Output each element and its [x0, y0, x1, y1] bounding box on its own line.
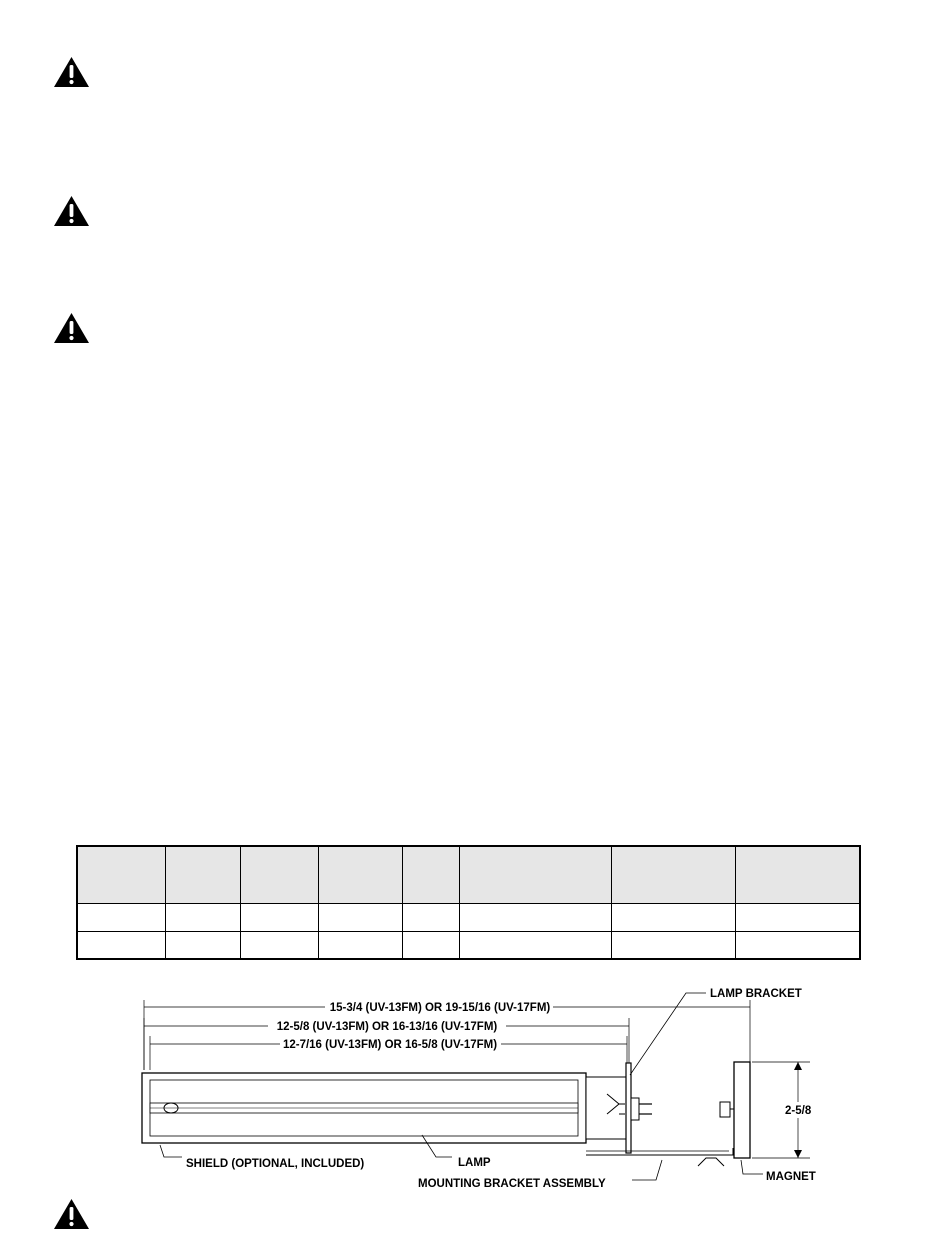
table-cell: [459, 931, 611, 959]
table-header-cell: [402, 846, 459, 903]
table-cell: [611, 903, 735, 931]
table-cell: [611, 931, 735, 959]
dimension-overall-label: 15-3/4 (UV-13FM) OR 19-15/16 (UV-17FM): [329, 1002, 551, 1014]
table-header-row: [77, 846, 860, 903]
mounting-bracket-label: MOUNTING BRACKET ASSEMBLY: [418, 1178, 606, 1190]
spec-table: [76, 845, 861, 960]
table-cell: [402, 931, 459, 959]
table-cell: [165, 931, 240, 959]
magnet-part: [720, 1062, 750, 1158]
warning-triangle-icon: [53, 56, 90, 88]
lamp-assembly-diagram: [120, 980, 840, 1195]
dimension-height-label: 2-5/8: [785, 1105, 812, 1117]
warning-triangle-icon: [53, 1198, 90, 1230]
dimension-shield-label: 12-7/16 (UV-13FM) OR 16-5/8 (UV-17FM): [282, 1039, 498, 1051]
table-cell: [240, 903, 318, 931]
table-header-cell: [240, 846, 318, 903]
table-cell: [402, 903, 459, 931]
dimension-lamp-bracket-label: 12-5/8 (UV-13FM) OR 16-13/16 (UV-17FM): [276, 1021, 498, 1033]
table-row: [77, 903, 860, 931]
table-cell: [318, 931, 402, 959]
mounting-bracket-part: [586, 1148, 733, 1166]
table-header-cell: [735, 846, 860, 903]
table-cell: [318, 903, 402, 931]
warning-triangle-icon: [53, 195, 90, 227]
lamp-bracket-label: LAMP BRACKET: [710, 988, 802, 1000]
lamp-label: LAMP: [458, 1157, 491, 1169]
shield-body: [142, 1073, 586, 1143]
table-cell: [165, 903, 240, 931]
table-cell: [77, 903, 165, 931]
table-header-cell: [77, 846, 165, 903]
table-cell: [735, 903, 860, 931]
lamp-bracket-part: [586, 1063, 652, 1153]
table-cell: [77, 931, 165, 959]
table-cell: [735, 931, 860, 959]
table-header-cell: [318, 846, 402, 903]
table-header-cell: [459, 846, 611, 903]
shield-label: SHIELD (OPTIONAL, INCLUDED): [186, 1158, 365, 1170]
table-cell: [459, 903, 611, 931]
table-cell: [240, 931, 318, 959]
table-header-cell: [611, 846, 735, 903]
table-header-cell: [165, 846, 240, 903]
warning-triangle-icon: [53, 312, 90, 344]
table-row: [77, 931, 860, 959]
magnet-label: MAGNET: [766, 1171, 816, 1183]
